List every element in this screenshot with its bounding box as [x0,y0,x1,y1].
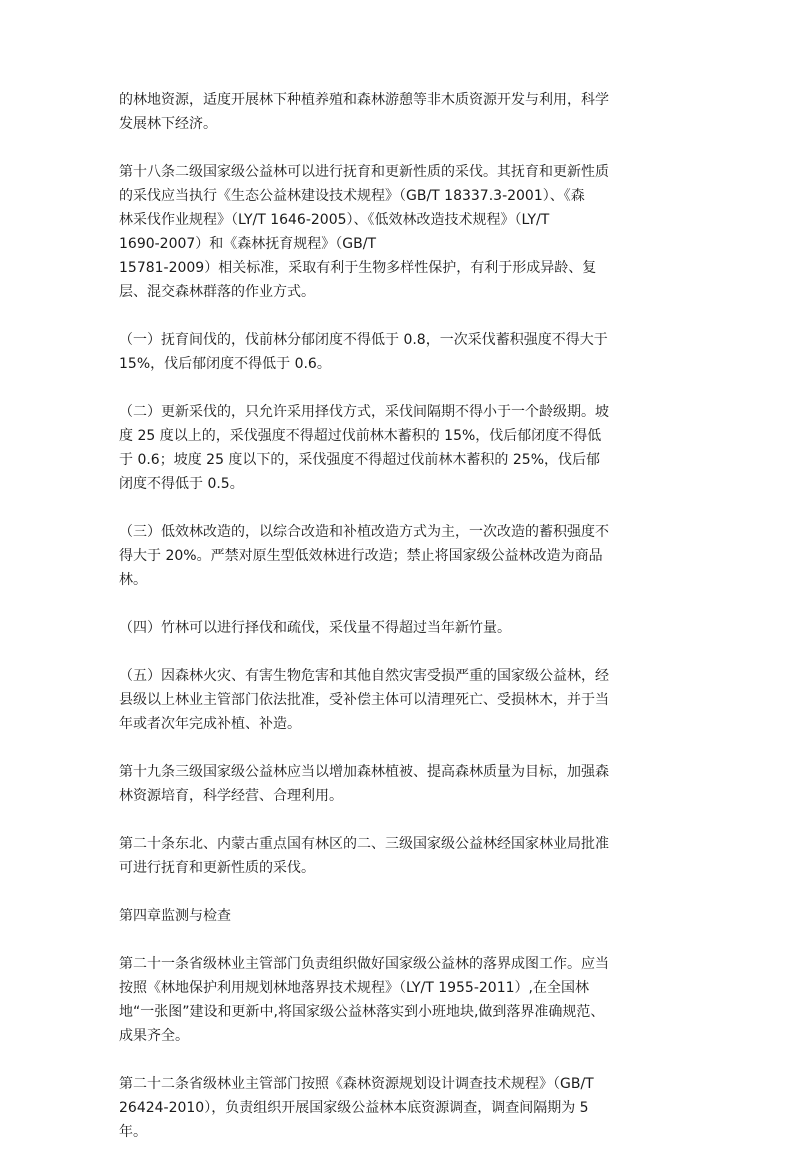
paragraph-item-4-bamboo: （四）竹林可以进行择伐和疏伐，采伐量不得超过当年新竹量。 [119,620,511,636]
paragraph-item-2-regeneration: （二）更新采伐的，只允许采用择伐方式，采伐间隔期不得小于一个龄级期。坡 度 25 度以上的，采伐强度不得超过伐前林木蓄积的 15%，伐后郁闭度不得低 于 0.6；坡度 25 度以下的，采伐强度不得超过伐前林木蓄积的 25%，伐后郁 闭度不得低于 0.5。 [119,404,609,492]
paragraph-article-18: 第十八条二级国家级公益林可以进行抚育和更新性质的采伐。其抚育和更新性质 的采伐应当执行《生态公益林建设技术规程》（GB/T 18337.3-2001）、《森 林采伐作业规程》（LY/T 1646-2005）、《低效林改造技术规程》（LY/T 1690-2007）和《森林抚育规程》（GB/T 15781-2009）相关标准，采取有利于生物多样性保护，有利于形成异龄、复 层、混交森林群落的作业方式。 [119,164,609,300]
paragraph-article-21: 第二十一条省级林业主管部门负责组织做好国家级公益林的落界成图工作。应当 按照《林地保护利用规划林地落界技术规程》（LY/T 1955-2011）,在全国林 地“一张图”建设和更新中,将国家级公益林落实到小班地块,做到落界准确规范、 成果齐全。 [119,956,609,1044]
paragraph-article-22: 第二十二条省级林业主管部门按照《森林资源规划设计调查技术规程》（GB/T 26424-2010），负责组织开展国家级公益林本底资源调查，调查间隔期为 5 年。 [119,1076,594,1140]
paragraph-item-3-low-efficiency: （三）低效林改造的，以综合改造和补植改造方式为主，一次改造的蓄积强度不 得大于 20%。严禁对原生型低效林进行改造；禁止将国家级公益林改造为商品 林。 [119,524,609,588]
document-body [119,88,675,1168]
paragraph-article-20: 第二十条东北、内蒙古重点国有林区的二、三级国家级公益林经国家林业局批准 可进行抚育和更新性质的采伐。 [119,836,609,876]
paragraph-item-5-disaster: （五）因森林火灾、有害生物危害和其他自然灾害受损严重的国家级公益林，经 县级以上林业主管部门依法批准，受补偿主体可以清理死亡、受损林木，并于当 年或者次年完成补植、补造。 [119,668,609,732]
paragraph-item-1-thinning: （一）抚育间伐的，伐前林分郁闭度不得低于 0.8，一次采伐蓄积强度不得大于 15%，伐后郁闭度不得低于 0.6。 [119,332,608,372]
paragraph-article-19: 第十九条三级国家级公益林应当以增加森林植被、提高森林质量为目标，加强森 林资源培育，科学经营、合理利用。 [119,764,609,804]
chapter-4-heading: 第四章监测与检查 [119,908,231,924]
paragraph-forest-understory: 的林地资源，适度开展林下种植养殖和森林游憩等非木质资源开发与利用，科学 发展林下经济。 [119,92,609,132]
